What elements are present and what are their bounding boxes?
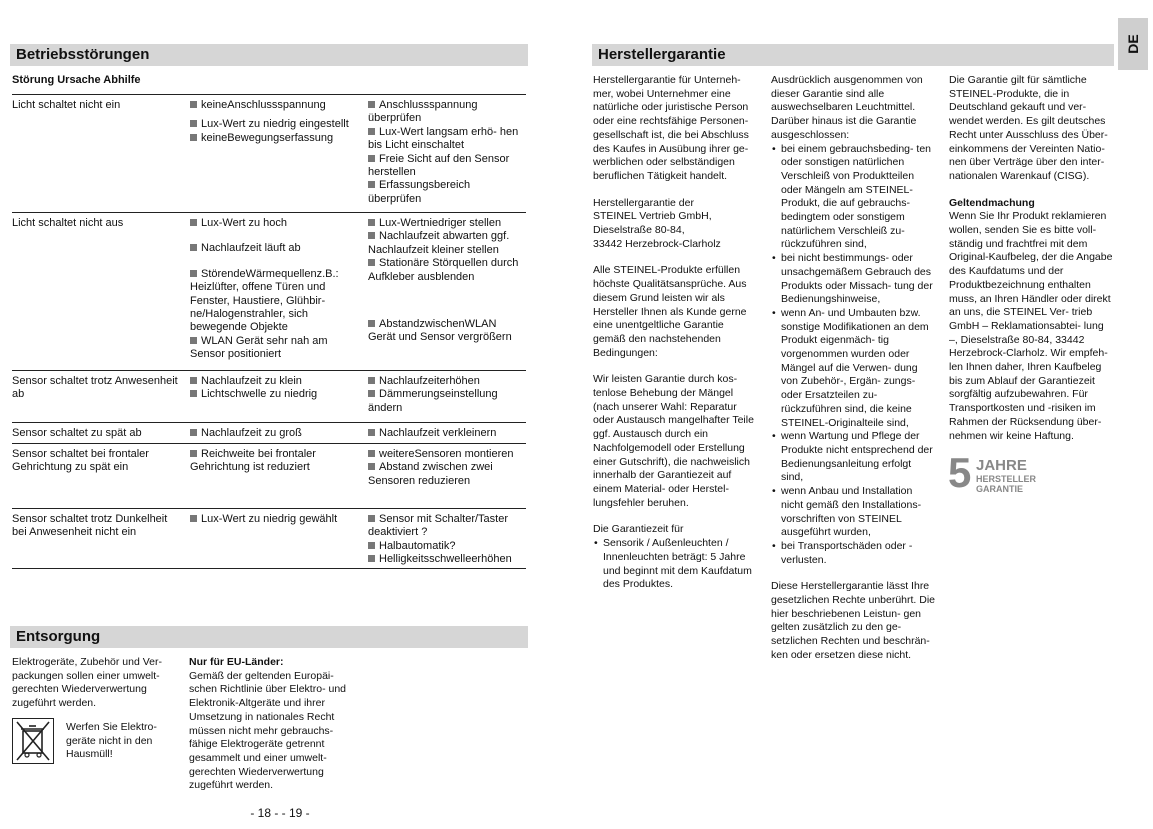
- list-item: Lux-Wert zu hoch: [190, 217, 362, 230]
- list-item: Stationäre Störquellen durch Aufkleber ausblenden: [368, 257, 519, 283]
- list-item: Sensor mit Schalter/Taster deaktiviert ?: [368, 513, 508, 539]
- abhilfe-cell: [368, 427, 526, 440]
- paragraph: Diese Herstellergarantie lässt Ihre gesetzlichen Rechte unberührt. Die hier beschriebenen Leistun- gen gelten zusätzlich zu den ge- setzlichen Rechten und beschrän- ken oder ersetzen diese nicht.: [771, 580, 936, 661]
- garantie-logo: [948, 449, 1038, 499]
- abhilfe-cell: [368, 217, 526, 345]
- crossed-bin-icon: [12, 718, 54, 764]
- address-line: 33442 Herzebrock-Clarholz: [593, 237, 721, 250]
- list-item: • wenn Anbau und Installation nicht gemäß den Installations- vorschriften von STEINEL ausgeführt wurden,: [771, 485, 935, 540]
- paragraph: Alle STEINEL-Produkte erfüllen höchste Qualitätsansprüche. Aus diesem Grund leisten wir als Hersteller Ihnen als Kunde gerne eine unentgeltliche Garantie gemäß den nachstehenden Bedingungen:: [593, 264, 747, 359]
- list-item: Nachlaufzeit zu groß: [190, 427, 362, 440]
- paragraph: Herstellergarantie für Unterneh- mer, wobei Unternehmer eine natürliche oder juristische Person oder eine rechtsfähige Personen- gesellschaft ist, die bei Abschluss des Kaufes in Ausübung ihrer ge- werblichen oder selbständigen beruflichen Tätigkeit handelt.: [593, 74, 749, 182]
- paragraph: Wenn Sie Ihr Produkt reklamieren wollen, senden Sie es bitte voll- ständig und frachtfrei mit dem Original-Kaufbeleg, der die Angabe des Kaufdatums und der Produktbezeichnung enthalten muss, an Ihren Händler oder direkt an uns, die STEINEL Ver- trieb GmbH – Reklamationsabtei- lung –, Dieselstraße 80-84, 33442 Herzebrock-Clarholz. Wir empfeh- len Ihnen daher, Ihren Kaufbeleg bis zum Ablauf der Garantiezeit sorgfältig aufzubewahren. Für Transportkosten und -risiken im Rahmen der Rücksendung über- nehmen wir keine Haftung.: [949, 210, 1113, 442]
- entsorgung-heading: Entsorgung: [10, 626, 528, 648]
- garantie-column-1: [593, 74, 758, 605]
- logo-line: GARANTIE: [976, 484, 1023, 494]
- abhilfe-cell: [368, 513, 526, 567]
- ursache-cell: [190, 427, 362, 440]
- eu-heading: Nur für EU-Länder:: [189, 656, 284, 668]
- list-item: Lichtschwelle zu niedrig: [190, 388, 362, 401]
- ursache-cell: [190, 375, 362, 402]
- bullet-list: [593, 537, 758, 592]
- address-line: STEINEL Vertrieb GmbH,: [593, 210, 712, 223]
- list-item: • bei Transportschäden oder -verlusten.: [771, 540, 935, 567]
- betrieb-heading: Betriebsstörungen: [10, 44, 528, 66]
- list-item: Dämmerungseinstellung ändern: [368, 388, 498, 414]
- hausmuell-text: Werfen Sie Elektro- geräte nicht in den Hausmüll!: [66, 721, 157, 761]
- list-item: Halbautomatik?: [368, 540, 526, 553]
- list-item: WLAN Gerät sehr nah am Sensor positioniert: [190, 334, 328, 361]
- list-item: Erfassungsbereich überprüfen: [368, 179, 471, 205]
- stoerung-cell: Sensor schaltet zu spät ab: [12, 427, 142, 439]
- stoerung-cell: Sensor schaltet trotz Anwesenheit ab: [12, 375, 178, 401]
- page-numbers: - 18 - - 19 -: [250, 806, 310, 820]
- logo-number: 5: [948, 449, 972, 496]
- stoerung-cell: Sensor schaltet bei frontaler Gehrichtung zu spät ein: [12, 448, 149, 474]
- list-item: Lux-Wert zu niedrig eingestellt: [190, 118, 362, 131]
- table-row: [12, 508, 526, 569]
- ursache-cell: [190, 513, 362, 526]
- garantie-heading: Herstellergarantie: [592, 44, 1114, 66]
- list-item: Nachlaufzeit zu klein: [190, 375, 362, 388]
- list-item: Nachlaufzeiterhöhen: [368, 375, 526, 388]
- list-item: Lux-Wert langsam erhö- hen bis Licht einschaltet: [368, 125, 519, 152]
- list-item: Nachlaufzeit abwarten ggf. Nachlaufzeit kleiner stellen: [368, 230, 510, 256]
- bullet-list: [771, 143, 935, 568]
- table-header: Störung Ursache Abhilfe: [12, 74, 141, 86]
- list-item: Nachlaufzeit verkleinern: [368, 427, 526, 440]
- address-line: Dieselstraße 80-84,: [593, 224, 685, 237]
- eu-section: [189, 656, 359, 793]
- geltendmachung-heading: Geltendmachung: [949, 196, 1035, 209]
- list-item: keineBewegungserfassung: [190, 132, 362, 145]
- paragraph: Ausdrücklich ausgenommen von dieser Garantie sind alle auswechselbaren Leuchtmittel. Darüber hinaus ist die Garantie ausgeschlossen:: [771, 74, 923, 141]
- entsorgung-text: [12, 656, 172, 724]
- list-item: • wenn Wartung und Pflege der Produkte nicht entsprechend der Bedienungsanleitung erfolgt sind,: [771, 430, 935, 485]
- abhilfe-cell: [368, 448, 526, 488]
- stoerung-cell: Sensor schaltet trotz Dunkelheit bei Anwesenheit nicht ein: [12, 513, 168, 539]
- list-item: Lux-Wertniedriger stellen: [368, 217, 526, 230]
- abhilfe-cell: [368, 99, 526, 206]
- list-item: • bei einem gebrauchsbeding- ten oder sonstigen natürlichen Verschleiß von Produktteilen oder Mängeln am STEINEL- Produkt, die auf gebrauchs- bedingtem oder sonstigem natürlichem Verschleiß zu- rückzuführen sind,: [771, 143, 935, 253]
- stoerung-cell: Licht schaltet nicht ein: [12, 99, 121, 111]
- paragraph: Die Garantie gilt für sämtliche STEINEL-Produkte, die in Deutschland gekauft und ver- wendet werden. Es gilt deutsches Recht unter Ausschluss des Über- einkommens der Vereinten Natio- nen über Verträge über den inter- nationalen Warenkauf (CISG).: [949, 74, 1108, 182]
- table-bottom-rule: [12, 568, 526, 569]
- garantie-column-3: [949, 74, 1113, 456]
- paragraph: Wir leisten Garantie durch kos- tenlose Behebung der Mängel (nach unserer Wahl: Reparatur oder Austausch mangelhafter Teile ggf. Austausch durch ein Nachfolgemodell oder Erstellung einer Gutschrift), die nachweislich innerhalb der Garantiezeit auf einem Material- oder Herstel- lungsfehler beruhen.: [593, 373, 754, 509]
- list-item: • bei nicht bestimmungs- oder unsachgemäßem Gebrauch des Produkts oder Missach- tung der Bedienungshinweise,: [771, 252, 935, 307]
- table-row: [12, 370, 526, 423]
- list-item: Reichweite bei frontaler Gehrichtung ist reduziert: [190, 448, 316, 474]
- list-item: Lux-Wert zu niedrig gewählt: [190, 513, 362, 526]
- language-tab-label: DE: [1125, 34, 1141, 54]
- garantie-column-2: [771, 74, 935, 676]
- list-item: StörendeWärmequellenz.B.: Heizlüfter, offene Türen und Fenster, Haustiere, Glühbir- ne/Halogenstrahler, sich bewegende Objekte: [190, 267, 339, 334]
- address: [593, 197, 758, 252]
- entsorgung-paragraph: Elektrogeräte, Zubehör und Ver- packungen sollen einer umwelt- gerechten Wiederverwertung zugeführt werden.: [12, 656, 163, 710]
- ursache-cell: [190, 99, 362, 145]
- eu-text: Gemäß der geltenden Europäi- schen Richtlinie über Elektro- und Elektronik-Altgeräte und ihrer Umsetzung in nationales Recht müssen nicht mehr gebrauchs- fähige Elektrogeräte getrennt gesammelt und einer umwelt- gerechten Wiederverwertung zugeführt werden.: [189, 669, 346, 792]
- language-tab: [1118, 18, 1148, 70]
- table-row: [12, 94, 526, 213]
- ursache-cell: [190, 217, 362, 362]
- list-item: Freie Sicht auf den Sensor herstellen: [368, 152, 510, 179]
- paragraph: Die Garantiezeit für: [593, 523, 684, 536]
- list-item: • wenn An- und Umbauten bzw. sonstige Modifikationen an dem Produkt eigenmäch- tig vorgenommen wurden oder Mängel auf die Verwen- dung von Zubehör-, Ergän- zungs- oder Ersatzteilen zu- rückzuführen sind, die keine STEINEL-Originalteile sind,: [771, 307, 935, 430]
- list-item: Abstand zwischen zwei Sensoren reduzieren: [368, 461, 493, 487]
- list-item: Nachlaufzeit läuft ab: [190, 242, 362, 255]
- list-item: • Sensorik / Außenleuchten / Innenleuchten beträgt: 5 Jahre und beginnt mit dem Kaufdatum des Produktes.: [593, 537, 758, 592]
- logo-line: HERSTELLER: [976, 474, 1037, 484]
- list-item: AbstandzwischenWLAN Gerät und Sensor vergrößern: [368, 318, 512, 344]
- address-line: Herstellergarantie der: [593, 196, 694, 209]
- table-row: [12, 212, 526, 369]
- table-row: [12, 422, 526, 443]
- abhilfe-cell: [368, 375, 526, 415]
- stoerung-cell: Licht schaltet nicht aus: [12, 217, 124, 229]
- ursache-cell: [190, 448, 362, 475]
- list-item: weitereSensoren montieren: [368, 448, 526, 461]
- table-row: [12, 443, 526, 508]
- list-item: Helligkeitsschwelleerhöhen: [368, 553, 526, 566]
- list-item: Anschlussspannung überprüfen: [368, 99, 478, 125]
- logo-line: JAHRE: [976, 457, 1027, 474]
- list-item: keineAnschlussspannung: [190, 99, 362, 112]
